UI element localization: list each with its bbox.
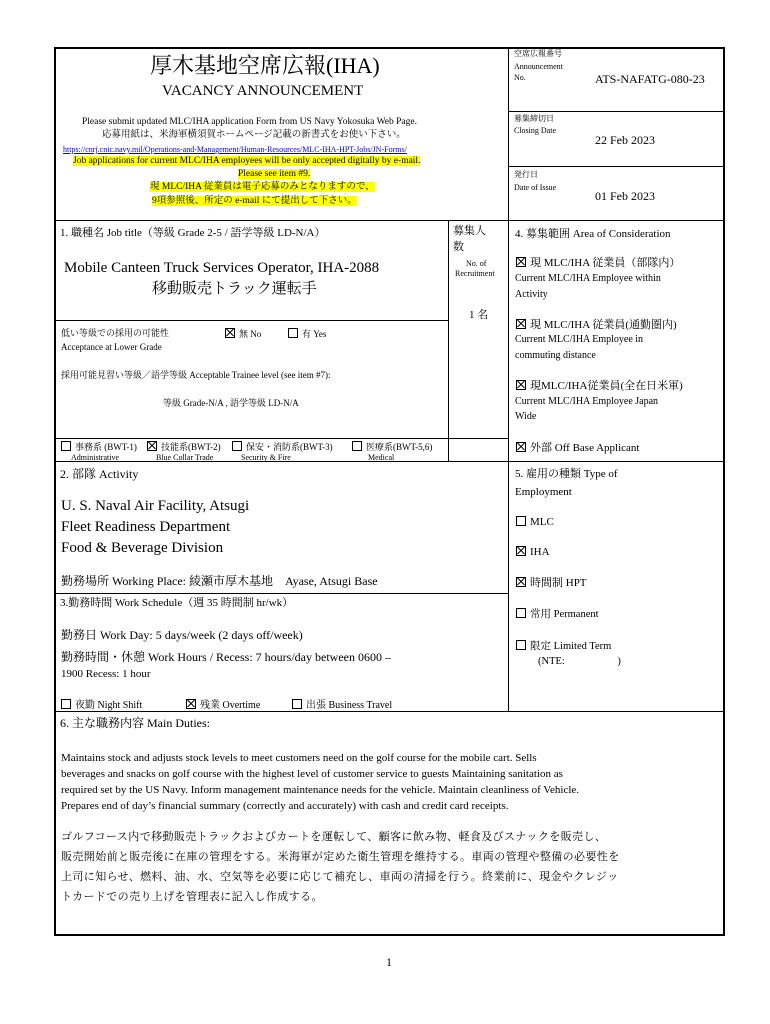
rule <box>508 166 724 167</box>
consideration-option-2[interactable] <box>516 318 677 332</box>
checkbox-empty-icon <box>516 516 526 526</box>
checkbox-checked-icon <box>225 328 235 338</box>
lower-grade-label-jp: 低い等級での採用の可能性 <box>61 328 170 338</box>
checkbox-checked-icon <box>516 319 526 329</box>
consideration-heading: 4. 募集範囲 Area of Consideration <box>515 228 671 240</box>
recruitment-label-en-1: No. of <box>466 259 487 268</box>
announcement-label-no: No. <box>514 73 526 82</box>
frame-top <box>54 47 725 49</box>
limited-label: 限定 Limited Term <box>530 641 612 652</box>
bwt1-option[interactable] <box>61 441 137 452</box>
checkbox-checked-icon <box>147 441 157 451</box>
rule <box>55 438 508 439</box>
recruitment-label-jp-2: 数 <box>453 241 464 253</box>
notice-line-3: 現 MLC/IHA 従業員は電子応募のみとなりますので、 <box>150 182 375 192</box>
trainee-level-label: 採用可能見習い等級／語学等級 Acceptable Trainee level (see item #7): <box>61 370 331 380</box>
notice-line-2: Please see item #9. <box>238 169 311 179</box>
closing-label-jp: 募集締切日 <box>514 114 554 123</box>
duties-jp-2: 販売開始前と販売後に在庫の管理をする。米海軍が定めた衛生管理を維持する。車両の管理や整備の必要性を <box>61 851 620 863</box>
announcement-label-jp: 空席広報番号 <box>514 49 562 58</box>
job-title-en: Mobile Canteen Truck Services Operator, IHA-2088 <box>64 260 380 276</box>
rule <box>55 220 724 221</box>
option-3-desc-1: Current MLC/IHA Employee Japan <box>515 396 659 407</box>
recruitment-count: 1 名 <box>469 309 489 321</box>
frame-bottom <box>54 934 725 936</box>
title-en: VACANCY ANNOUNCEMENT <box>162 83 364 99</box>
bwt5-label: 医療系(BWT-5,6) <box>366 442 433 452</box>
issue-date: 01 Feb 2023 <box>595 189 655 203</box>
closing-label-en: Closing Date <box>514 126 556 135</box>
night-shift-option[interactable] <box>61 699 142 712</box>
notice-line-4: 9項参照後、所定の e-mail にて提出して下さい。 <box>152 196 357 206</box>
bwt5-sublabel: Medical <box>368 453 395 462</box>
option-3-label: 現MLC/IHA従業員(全在日米軍) <box>530 380 683 392</box>
instructions-jp: 応募用紙は、米海軍横須賀ホームページ記載の新書式をお使い下さい。 <box>102 130 406 140</box>
bwt3-sublabel: Security & Fire <box>241 453 291 462</box>
employment-limited[interactable] <box>516 640 611 653</box>
bwt2-option[interactable] <box>147 441 221 452</box>
duties-en-1: Maintains stock and adjusts stock levels to meet customers need on the golf course for the mobile cart. Sells <box>61 752 537 764</box>
nte-field: (NTE: ) <box>538 656 621 667</box>
instructions-en: Please submit updated MLC/IHA application Form from US Navy Yokosuka Web Page. <box>82 117 417 127</box>
recruitment-label-en-2: Recruitment <box>455 269 495 278</box>
bwt3-option[interactable] <box>232 441 333 452</box>
bwt2-sublabel: Blue Collar Trade <box>156 453 214 462</box>
bwt5-option[interactable] <box>352 441 432 452</box>
rule <box>508 47 509 220</box>
forms-link[interactable]: https://cnrj.cnic.navy.mil/Operations-and-Management/Human-Resources/MLC-IHA-HPT-Jobs/JN-Forms/ <box>63 145 407 154</box>
job-title-heading: 1. 職種名 Job title（等級 Grade 2-5 / 語学等級 LD-N/A） <box>60 227 326 239</box>
employment-permanent[interactable] <box>516 608 599 621</box>
employment-mlc[interactable] <box>516 515 554 529</box>
lower-grade-yes-option[interactable] <box>288 328 326 339</box>
announcement-label-en: Announcement <box>514 62 563 71</box>
trainee-level-value: 等級 Grade-N/A , 語学等級 LD-N/A <box>163 398 299 408</box>
frame-right <box>723 47 725 936</box>
checkbox-checked-icon <box>186 699 196 709</box>
rule <box>55 320 448 321</box>
checkbox-checked-icon <box>516 257 526 267</box>
option-1-label: 現 MLC/IHA 従業員（部隊内） <box>530 257 681 269</box>
option-1-desc-1: Current MLC/IHA Employee within <box>515 273 661 284</box>
recruitment-label-jp-1: 募集人 <box>453 225 486 237</box>
duties-en-2: beverages and snacks on golf course with the highest level of customer service to guests Maintaining sanitation as <box>61 768 563 780</box>
activity-line-1: U. S. Naval Air Facility, Atsugi <box>61 498 250 514</box>
rule <box>508 220 509 711</box>
schedule-heading: 3.勤務時間 Work Schedule（週 35 時間制 hr/wk） <box>60 597 294 609</box>
bwt1-sublabel: Administrative <box>71 453 119 462</box>
issue-label-jp: 発行日 <box>514 170 538 179</box>
rule <box>508 111 724 112</box>
page-number: 1 <box>386 955 392 969</box>
rule <box>448 220 449 461</box>
checkbox-empty-icon <box>516 608 526 618</box>
bwt1-label: 事務系 (BWT-1) <box>75 442 137 452</box>
option-4-label: 外部 Off Base Applicant <box>530 442 640 454</box>
option-2-desc-2: commuting distance <box>515 350 596 361</box>
title-jp: 厚木基地空席広報(IHA) <box>150 53 380 78</box>
duties-jp-4: トカードでの売り上げを管理表に記入し作成する。 <box>61 891 323 903</box>
checkbox-empty-icon <box>288 328 298 338</box>
employment-heading-1: 5. 雇用の種類 Type of <box>515 468 618 480</box>
activity-heading: 2. 部隊 Activity <box>60 467 139 481</box>
job-title-jp: 移動販売トラック運転手 <box>152 281 317 297</box>
checkbox-empty-icon <box>232 441 242 451</box>
employment-hpt[interactable] <box>516 576 587 590</box>
lower-grade-label-en: Acceptance at Lower Grade <box>61 342 162 352</box>
work-hours: 勤務時間・休憩 Work Hours / Recess: 7 hours/day between 0600 – <box>61 650 391 664</box>
checkbox-empty-icon <box>61 699 71 709</box>
option-2-desc-1: Current MLC/IHA Employee in <box>515 334 644 345</box>
mlc-label: MLC <box>530 516 554 528</box>
closing-date: 22 Feb 2023 <box>595 133 655 147</box>
employment-heading-2: Employment <box>515 486 572 498</box>
rule <box>55 593 508 594</box>
checkbox-empty-icon <box>61 441 71 451</box>
frame-left <box>54 47 56 936</box>
activity-line-2: Fleet Readiness Department <box>61 519 231 535</box>
issue-label-en: Date of Issue <box>514 183 557 192</box>
travel-option[interactable] <box>292 699 392 712</box>
option-2-label: 現 MLC/IHA 従業員(通勤圏内) <box>530 319 677 331</box>
duties-en-3: required set by the US Navy. Inform management maintenance needs for the vehicle. Maintain cleanliness of Vehicle. <box>61 784 580 796</box>
bwt3-label: 保安・消防系(BWT-3) <box>246 442 333 452</box>
checkbox-checked-icon <box>516 442 526 452</box>
duties-heading: 6. 主な職務内容 Main Duties: <box>60 716 210 730</box>
iha-label: IHA <box>530 546 550 558</box>
work-hours-cont: 1900 Recess: 1 hour <box>61 668 151 680</box>
duties-jp-1: ゴルフコース内で移動販売トラックおよびカートを運転して、顧客に飲み物、軽食及びスナックを販売し、 <box>61 831 607 843</box>
checkbox-empty-icon <box>352 441 362 451</box>
no-label: 無 No <box>239 329 262 339</box>
announcement-number: ATS-NAFATG-080-23 <box>595 72 705 86</box>
overtime-option[interactable] <box>186 699 260 712</box>
hpt-label: 時間制 HPT <box>530 577 587 589</box>
checkbox-empty-icon <box>292 699 302 709</box>
yes-label: 有 Yes <box>302 329 327 339</box>
duties-en-4: Prepares end of day’s financial summary (correctly and accurately) with cash and credit card receipts. <box>61 800 509 812</box>
lower-grade-no-option[interactable] <box>225 328 261 339</box>
option-3-desc-2: Wide <box>515 411 537 422</box>
working-place: 勤務場所 Working Place: 綾瀬市厚木基地 Ayase, Atsugi Base <box>61 574 378 588</box>
checkbox-checked-icon <box>516 380 526 390</box>
activity-line-3: Food & Beverage Division <box>61 540 224 556</box>
travel-label: 出張 Business Travel <box>306 700 393 711</box>
notice-line-1: Job applications for current MLC/IHA employees will be only accepted digitally by e-mail. <box>73 156 421 166</box>
night-shift-label: 夜勤 Night Shift <box>75 700 143 711</box>
checkbox-checked-icon <box>516 577 526 587</box>
checkbox-empty-icon <box>516 640 526 650</box>
checkbox-checked-icon <box>516 546 526 556</box>
consideration-option-1[interactable] <box>516 256 680 270</box>
consideration-option-3[interactable] <box>516 379 683 393</box>
bwt2-label: 技能系(BWT-2) <box>161 442 221 452</box>
overtime-label: 残業 Overtime <box>200 700 261 711</box>
duties-jp-3: 上司に知らせ、燃料、油、水、空気等を必要に応じて補充し、車両の清掃を行う。終業前に、現金やクレジッ <box>61 871 619 883</box>
employment-iha[interactable] <box>516 545 550 559</box>
consideration-option-4[interactable] <box>516 441 639 455</box>
option-1-desc-2: Activity <box>515 289 548 300</box>
permanent-label: 常用 Permanent <box>530 609 599 620</box>
work-day: 勤務日 Work Day: 5 days/week (2 days off/week) <box>61 628 303 642</box>
